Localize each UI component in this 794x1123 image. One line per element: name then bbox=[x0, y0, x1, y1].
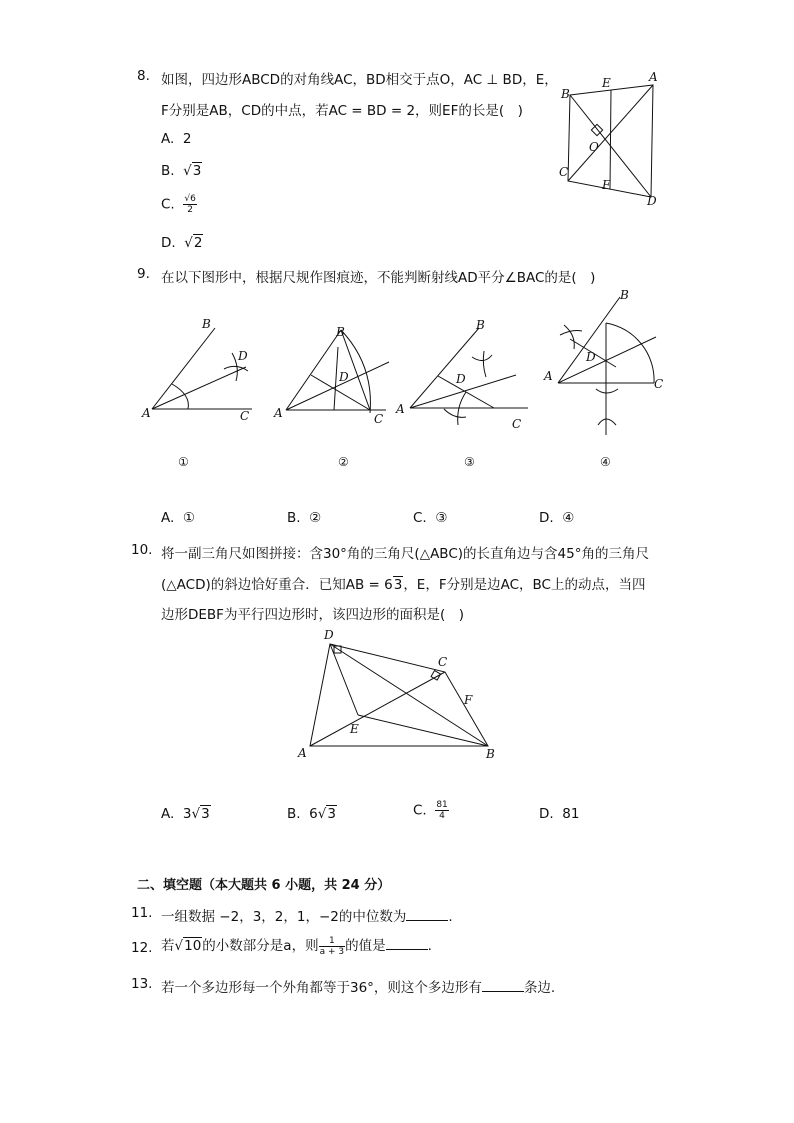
q10-label-b: B bbox=[486, 747, 495, 761]
q13-answer-blank[interactable] bbox=[482, 979, 524, 992]
q9-caption-3: ③ bbox=[464, 455, 475, 469]
q11-stem: 一组数据 −2，3，2，1，−2的中位数为 . bbox=[161, 909, 453, 925]
svg-text:A: A bbox=[274, 406, 283, 420]
q11-answer-blank[interactable] bbox=[406, 908, 448, 921]
q9-option-c[interactable]: C. ③ bbox=[413, 510, 448, 526]
q11-number: 11. bbox=[131, 905, 153, 921]
svg-text:C: C bbox=[512, 417, 522, 431]
q10-stem-line1: 将一副三角尺如图拼接：含30°角的三角尺(△ABC)的长直角边与含45°角的三角尺 bbox=[161, 546, 649, 562]
q10-label-e: E bbox=[350, 722, 359, 736]
svg-text:D: D bbox=[456, 372, 466, 386]
q9-figure-3 bbox=[395, 318, 528, 431]
q10-number: 10. bbox=[131, 542, 153, 558]
q10-label-f: F bbox=[464, 693, 473, 707]
q9-caption-2: ② bbox=[338, 455, 349, 469]
q9-caption-4: ④ bbox=[600, 455, 611, 469]
svg-text:B: B bbox=[620, 288, 629, 302]
q8-option-d[interactable]: D. √2 bbox=[161, 235, 203, 251]
q8-label-o: O bbox=[589, 140, 599, 154]
q10-figure bbox=[290, 622, 505, 767]
q10-option-d[interactable]: D. 81 bbox=[539, 806, 580, 822]
svg-text:B: B bbox=[202, 317, 211, 331]
q10-label-d: D bbox=[324, 628, 334, 642]
q13-number: 13. bbox=[131, 976, 153, 992]
q9-number: 9. bbox=[137, 266, 150, 282]
q9-option-b[interactable]: B. ② bbox=[287, 510, 322, 526]
q8-stem-line2: F分别是AB，CD的中点，若AC = BD = 2，则EF的长是( ) bbox=[161, 103, 523, 119]
svg-text:D: D bbox=[339, 370, 349, 384]
q9-figure-1 bbox=[141, 317, 252, 423]
q8-option-b[interactable]: B. √3 bbox=[161, 163, 202, 179]
q10-label-a: A bbox=[298, 746, 307, 760]
q12-answer-blank[interactable] bbox=[386, 937, 428, 950]
q9-caption-1: ① bbox=[178, 455, 189, 469]
q9-figures bbox=[136, 285, 676, 485]
svg-text:D: D bbox=[586, 350, 596, 364]
q8-label-b: B bbox=[561, 87, 570, 101]
q12-stem: 若√10的小数部分是a，则 $\frac{1}{a + 3}$ 的值是 . bbox=[161, 935, 432, 957]
q9-figure-4 bbox=[543, 288, 663, 435]
q8-figure bbox=[555, 65, 670, 210]
svg-text:C: C bbox=[240, 409, 250, 423]
q10-option-b[interactable]: B. 6√3 bbox=[287, 806, 336, 822]
q10-stem-line3: 边形DEBF为平行四边形时，该四边形的面积是( ) bbox=[161, 607, 464, 623]
q8-option-c[interactable]: C. $\frac{√6}{2}$ bbox=[161, 194, 196, 215]
q13-stem: 若一个多边形每一个外角都等于36°，则这个多边形有 条边. bbox=[161, 980, 556, 996]
q12-number: 12. bbox=[131, 940, 153, 956]
q10-option-c[interactable]: C. $\frac{81}{4}$ bbox=[413, 800, 448, 821]
svg-text:A: A bbox=[396, 402, 405, 416]
q9-option-a[interactable]: A. ① bbox=[161, 510, 195, 526]
q10-label-c: C bbox=[438, 655, 448, 669]
q9-figure-2 bbox=[273, 325, 389, 426]
svg-text:C: C bbox=[374, 412, 384, 426]
svg-text:D: D bbox=[238, 349, 248, 363]
svg-text:B: B bbox=[336, 325, 345, 339]
q10-stem-line2: (△ACD)的斜边恰好重合．已知AB = 63，E，F分别是边AC，BC上的动点，当四 bbox=[161, 577, 646, 593]
q8-label-c: C bbox=[559, 165, 569, 179]
q8-label-e: E bbox=[602, 76, 611, 90]
svg-text:C: C bbox=[654, 377, 664, 391]
q9-stem: 在以下图形中，根据尺规作图痕迹，不能判断射线AD平分∠BAC的是( ) bbox=[161, 270, 596, 286]
svg-text:B: B bbox=[476, 318, 485, 332]
svg-text:A: A bbox=[142, 406, 151, 420]
q8-label-a: A bbox=[649, 70, 658, 84]
q10-option-a[interactable]: A. 3√3 bbox=[161, 806, 210, 822]
svg-text:A: A bbox=[544, 369, 553, 383]
q8-stem-line1: 如图，四边形ABCD的对角线AC，BD相交于点O，AC ⊥ BD，E， bbox=[161, 72, 558, 88]
q8-label-d: D bbox=[647, 194, 657, 208]
q8-label-f: F bbox=[602, 178, 611, 192]
q8-option-a[interactable]: A. 2 bbox=[161, 131, 192, 147]
section-title-fill-in: 二、填空题（本大题共 6 小题，共 24 分） bbox=[137, 878, 391, 893]
q9-option-d[interactable]: D. ④ bbox=[539, 510, 575, 526]
q8-number: 8. bbox=[137, 68, 150, 84]
